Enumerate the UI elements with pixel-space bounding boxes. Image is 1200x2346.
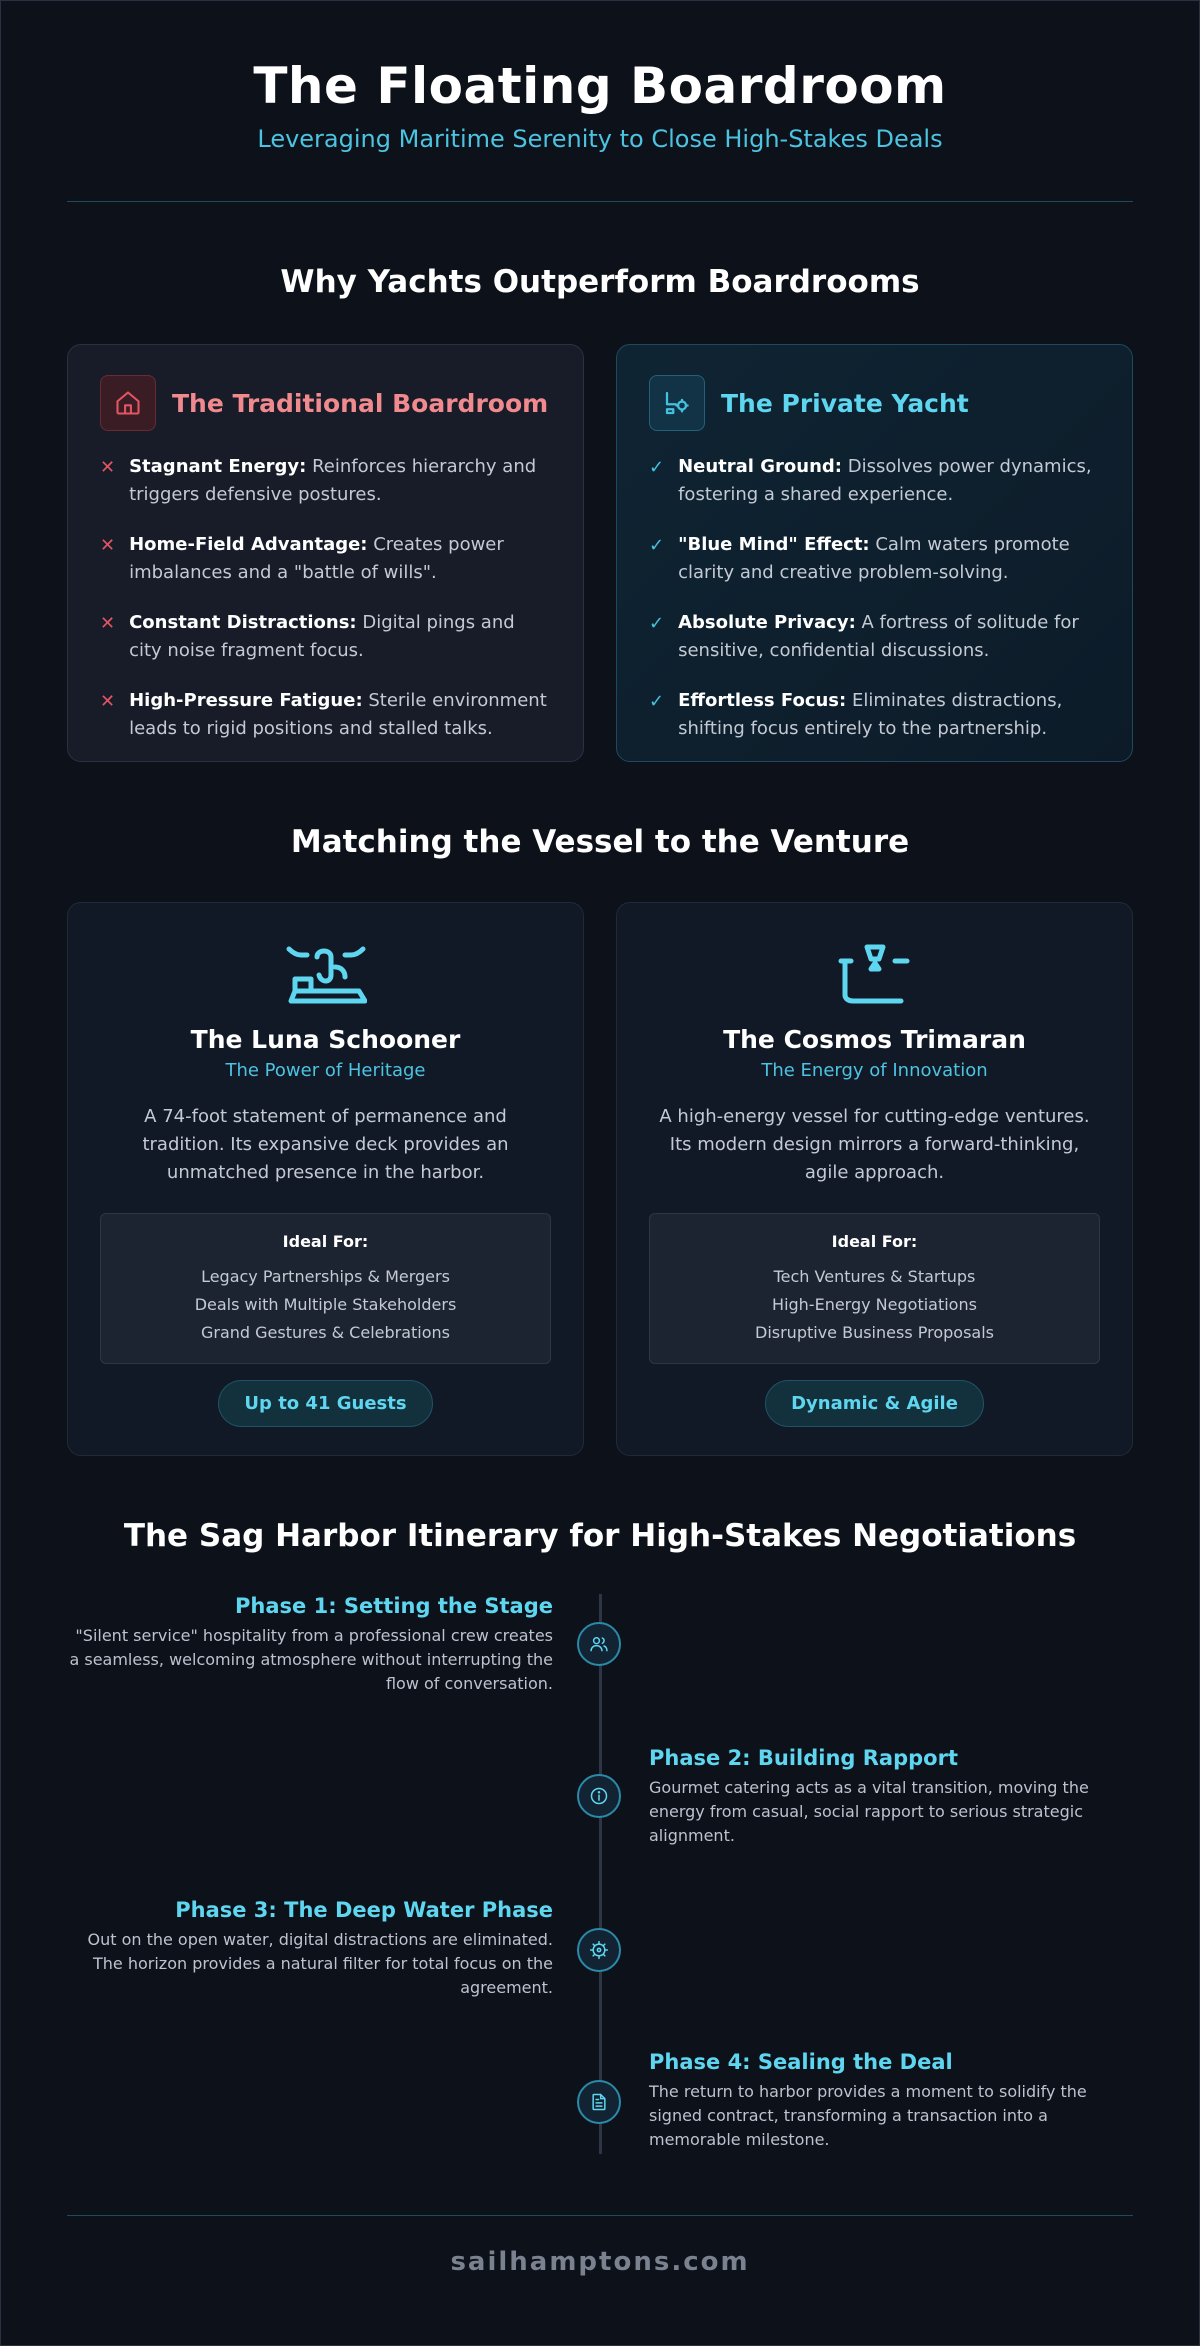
phase-4: [649, 2050, 1135, 2152]
users-icon: [577, 1622, 621, 1666]
yacht-points: [649, 453, 1100, 743]
footer-divider: [67, 2215, 1133, 2216]
traditional-card-title: The Traditional Boardroom: [172, 388, 549, 418]
page-title: The Floating Boardroom: [253, 57, 947, 115]
ideal-for-box: [649, 1213, 1100, 1364]
check-icon: ✓: [649, 457, 665, 478]
vessel-card-cosmos: [616, 902, 1133, 1456]
list-item: High-Energy Negotiations: [772, 1295, 977, 1314]
ideal-for-box: [100, 1213, 551, 1364]
itinerary-section-title: The Sag Harbor Itinerary for High-Stakes Negotiations: [123, 1518, 1077, 1554]
list-item: ✕ Constant Distractions: Digital pings and city noise fragment focus.: [100, 609, 551, 665]
phase-title: Phase 3: The Deep Water Phase: [175, 1898, 553, 1922]
list-item: ✓ "Blue Mind" Effect: Calm waters promote clarity and creative problem-solving.: [649, 531, 1100, 587]
page-subtitle: Leveraging Maritime Serenity to Close High-Stakes Deals: [257, 125, 943, 153]
traditional-points: [100, 453, 551, 743]
timeline-line: [599, 1594, 602, 2154]
vessel-description: A high-energy vessel for cutting-edge ventures. Its modern design mirrors a forward-thinking, agile approach.: [659, 1106, 1090, 1183]
info-icon: [577, 1774, 621, 1818]
traditional-boardroom-card: [67, 344, 584, 762]
vessel-name: The Cosmos Trimaran: [723, 1025, 1026, 1054]
vessels-section: [1, 902, 1199, 1456]
itinerary-timeline: [1, 1594, 1199, 2194]
vessel-card-luna: [67, 902, 584, 1456]
list-item: Disruptive Business Proposals: [755, 1323, 994, 1342]
x-mark-icon: ✕: [100, 457, 116, 478]
phase-title: Phase 1: Setting the Stage: [235, 1594, 553, 1618]
list-item: Tech Ventures & Startups: [773, 1267, 976, 1286]
compass-icon: [577, 1928, 621, 1972]
check-icon: ✓: [649, 535, 665, 556]
document-icon: [577, 2080, 621, 2124]
vessels-section-title: Matching the Vessel to the Venture: [290, 824, 910, 860]
x-mark-icon: ✕: [100, 691, 116, 712]
schooner-icon: [100, 943, 551, 1009]
capacity-badge: Up to 41 Guests: [218, 1380, 432, 1427]
phase-description: The return to harbor provides a moment to solidify the signed contract, transforming a transaction into a memorable milestone.: [649, 2082, 1087, 2149]
trimaran-icon: [649, 943, 1100, 1009]
why-section-title: Why Yachts Outperform Boardrooms: [280, 264, 920, 300]
ideal-for-heading: Ideal For:: [831, 1232, 918, 1251]
vessel-tagline: The Energy of Innovation: [761, 1060, 988, 1081]
private-yacht-card: [616, 344, 1133, 762]
style-badge: Dynamic & Agile: [765, 1380, 984, 1427]
vessel-description: A 74-foot statement of permanence and tradition. Its expansive deck provides an unmatched presence in the harbor.: [142, 1106, 509, 1183]
list-item: ✕ Home-Field Advantage: Creates power imbalances and a "battle of wills".: [100, 531, 551, 587]
phase-title: Phase 2: Building Rapport: [649, 1746, 958, 1770]
list-item: ✓ Absolute Privacy: A fortress of solitude for sensitive, confidential discussions.: [649, 609, 1100, 665]
vessel-name: The Luna Schooner: [190, 1025, 461, 1054]
phase-description: Gourmet catering acts as a vital transition, moving the energy from casual, social rapport to serious strategic alignment.: [649, 1778, 1089, 1845]
header: [1, 1, 1199, 153]
check-icon: ✓: [649, 613, 665, 634]
list-item: ✕ Stagnant Energy: Reinforces hierarchy and triggers defensive postures.: [100, 453, 551, 509]
header-divider: [67, 201, 1133, 202]
ideal-for-heading: Ideal For:: [282, 1232, 369, 1251]
list-item: Grand Gestures & Celebrations: [200, 1323, 451, 1342]
phase-1: [67, 1594, 553, 1696]
house-icon: [100, 375, 156, 431]
list-item: ✕ High-Pressure Fatigue: Sterile environment leads to rigid positions and stalled talks.: [100, 687, 551, 743]
yacht-card-title: The Private Yacht: [721, 388, 969, 418]
phase-description: Out on the open water, digital distractions are eliminated. The horizon provides a natural filter for total focus on the agreement.: [87, 1930, 553, 1997]
comparison-section: [1, 344, 1199, 762]
phase-description: "Silent service" hospitality from a professional crew creates a seamless, welcoming atmosphere without interrupting the flow of conversation.: [69, 1626, 553, 1693]
list-item: ✓ Effortless Focus: Eliminates distractions, shifting focus entirely to the partnership.: [649, 687, 1100, 743]
x-mark-icon: ✕: [100, 535, 116, 556]
phase-3: [67, 1898, 553, 2000]
check-icon: ✓: [649, 691, 665, 712]
phase-2: [649, 1746, 1135, 1848]
footer-site-link[interactable]: sailhamptons.com: [450, 2247, 750, 2277]
list-item: Deals with Multiple Stakeholders: [194, 1295, 457, 1314]
phase-title: Phase 4: Sealing the Deal: [649, 2050, 953, 2074]
list-item: ✓ Neutral Ground: Dissolves power dynamics, fostering a shared experience.: [649, 453, 1100, 509]
yacht-icon: [649, 375, 705, 431]
x-mark-icon: ✕: [100, 613, 116, 634]
vessel-tagline: The Power of Heritage: [225, 1060, 426, 1081]
list-item: Legacy Partnerships & Mergers: [201, 1267, 450, 1286]
